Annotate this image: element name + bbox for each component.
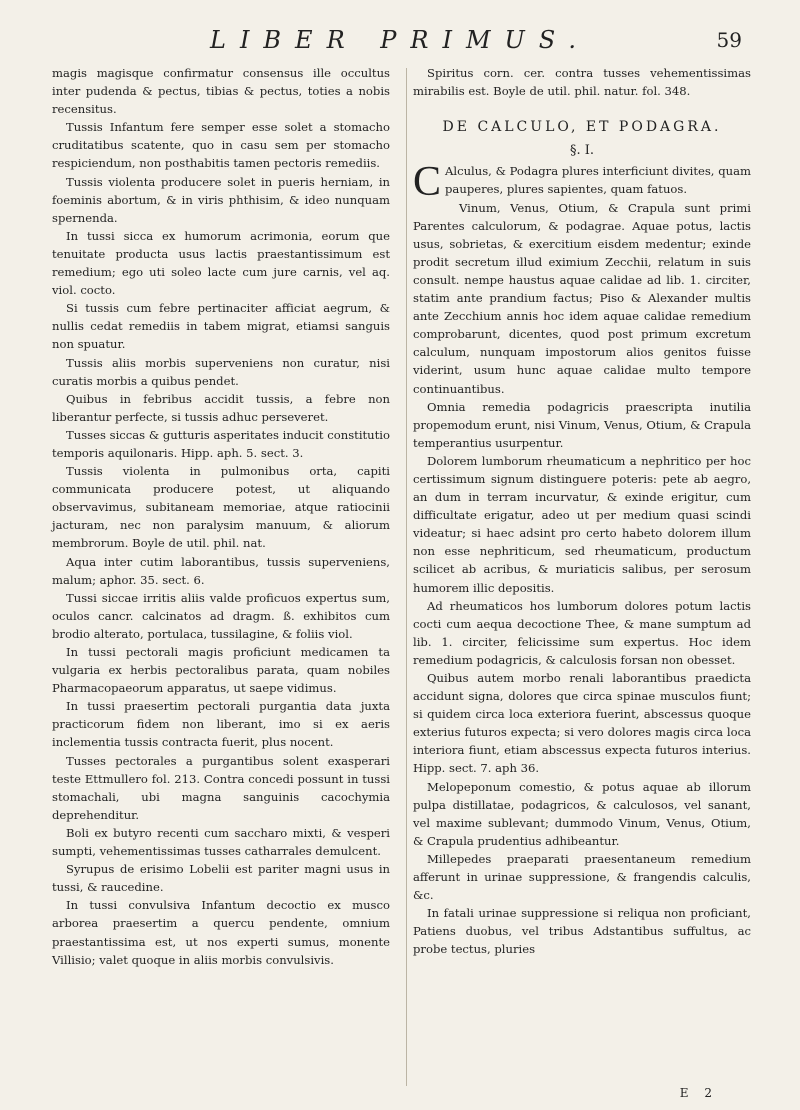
paragraph: Quibus autem morbo renali laborantibus praedicta accidunt signa, dolores que circa spinae musculos fiunt; si quidem circa loca exteriora fuerint, abscessus quoque exterius futuros expecta; si vero dolores magis circa loca interiora fiunt, etiam abscessus expecta futuros interius. Hipp. sect. 7. aph 36.: [413, 671, 751, 776]
paragraph: Omnia remedia podagricis praescripta inutilia propemodum erunt, nisi Vinum, Venus, Otium, & Crapula temperantius usurpentur.: [413, 399, 751, 450]
paragraph: Si tussis cum febre pertinaciter afficiat aegrum, & nullis cedat remediis in tabem migrat, etiamsi sanguis non spuatur.: [52, 301, 390, 352]
paragraph: Vinum, Venus, Otium, & Crapula sunt primi Parentes calculorum, & podagrae. Aquae potus, lactis usus, sobrietas, & exercitium eisdem medentur; exinde prodit secretum illud eximium Zecchii, relatum in suis consult. nempe haustus aquae calidae ad lib. 1. circiter, statim ante prandium factus; Piso & Alexander multis ante Zecchium annis hoc idem aquae calidae remedium comprobarunt, dicentes, quod post primum excretum calculum, nunquam impostorum alios genitos fuisse viderint, usum hunc aquae calidae multo tempore continuantibus.: [413, 200, 751, 396]
column-divider: [406, 68, 407, 1086]
paragraph: Tussi siccae irritis aliis valde proficuos expertus sum, oculos cancr. calcinatos ad dragm. ß. exhibitos cum brodio alterato, portulaca, tussilagine, & foliis viol.: [52, 590, 390, 641]
section-number: §. I.: [569, 143, 595, 159]
paragraph: Tusses siccas & gutturis asperitates inducit constitutio temporis aquilonaris. Hipp. aph. 5. sect. 3.: [52, 427, 390, 460]
paragraph: Tussis aliis morbis superveniens non curatur, nisi curatis morbis a quibus pendet.: [52, 355, 390, 388]
paragraph: [413, 159, 751, 206]
signature-mark: E 2: [679, 1086, 718, 1100]
paragraph: In tussi praesertim pectorali purgantia data juxta practicorum fidem non liberant, imo si ex aeris inclementia tussis contracta fuerit, plus nocent.: [52, 699, 390, 750]
paragraph: In tussi pectorali magis proficiunt medicamen ta vulgaria ex herbis pectoralibus parata, quam nobiles Pharmacopaeorum apparatus, ut saepe vidimus.: [52, 645, 390, 696]
paragraph: Millepedes praeparati praesentaneum remedium afferunt in urinae suppressione, & frangendis calculis, &c.: [413, 851, 751, 903]
drop-cap: C: [413, 159, 442, 206]
running-head: [0, 22, 800, 58]
paragraph: magis magisque confirmatur consensus ille occultus inter pudenda & pectus, tibias & pectus, toties a nobis recensitus.: [52, 66, 390, 117]
paragraph: Tussis violenta in pulmonibus orta, capiti communicata producere potest, ut aliquando observavimus, subitaneam memoriae, atque ratiocinii jacturam, nec non paralysim manuum, & aliorum membrorum. Boyle de util. phil. nat.: [52, 464, 390, 551]
right-column: [413, 64, 751, 959]
paragraph: Ad rheumaticos hos lumborum dolores potum lactis cocti cum aequa decoctione Thee, & mane sumptum ad lib. 1. circiter, felicissime sum expertus. Hoc idem remedium podagricis, & calculosis forsan non obesset.: [413, 598, 751, 667]
paragraph: In tussi convulsiva Infantum decoctio ex musco arborea praesertim a quercu pendente, omnium praestantissima est, ut nos experti sumus, monente Villisio; valet quoque in aliis morbis convulsivis.: [52, 898, 390, 967]
page-number: 59: [716, 28, 742, 52]
paragraph: Melopeponum comestio, & potus aquae ab illorum pulpa distillatae, podagricos, & calculosos, vel sanant, vel maxime sublevant; dummodo Vinum, Venus, Otium, & Crapula prudentius adhibeantur.: [413, 779, 751, 848]
section-title: DE CALCULO, ET PODAGRA.: [442, 119, 722, 136]
paragraph: Tussis violenta producere solet in pueris herniam, in foeminis abortum, & in viris phthisim, & ideo nunquam spernenda.: [52, 174, 390, 225]
paragraph: Spiritus corn. cer. contra tusses vehementissimas mirabilis est. Boyle de util. phil. natur. fol. 348.: [413, 66, 751, 99]
paragraph: Aqua inter cutim laborantibus, tussis superveniens, malum; aphor. 35. sect. 6.: [52, 554, 390, 587]
paragraph: Tusses pectorales a purgantibus solent exasperari teste Ettmullero fol. 213. Contra concedi possunt in tussi stomachali, ubi magna sanguinis cacochymia deprehenditur.: [52, 753, 390, 822]
paragraph: Tussis Infantum fere semper esse solet a stomacho cruditatibus scatente, quo in casu sem per stomacho respiciendum, non posthabitis tamen pectoris remediis.: [52, 120, 390, 171]
paragraph: Boli ex butyro recenti cum saccharo mixti, & vesperi sumpti, vehementissimas tusses catharrales demulcent.: [52, 825, 390, 859]
paragraph-text: Alculus, & Podagra plures interficiunt divites, quam pauperes, plures sapientes, quam fatuos.: [445, 164, 751, 197]
paragraph: Quibus in febribus accidit tussis, a febre non liberantur perfecte, si tussis adhuc perseveret.: [52, 391, 390, 424]
paragraph: In fatali urinae suppressione si reliqua non proficiant, Patiens duobus, vel tribus Adstantibus suffultus, ac probe tectus, pluries: [413, 906, 751, 957]
paragraph: Syrupus de erisimo Lobelii est pariter magni usus in tussi, & raucedine.: [52, 862, 390, 895]
paragraph: In tussi sicca ex humorum acrimonia, eorum que tenuitate producta usus lactis praestantissimum est remedium; ego uti soleo lacte cum jure carnis, vel aq. viol. cocto.: [52, 228, 390, 298]
left-column: [52, 64, 390, 969]
paragraph: Dolorem lumborum rheumaticum a nephritico per hoc certissimum signum distinguere poteris: pete ab aegro, an dum in terram incurvatur, & exinde erigitur, cum difficultate erigatur, adeo ut per medium quasi scindi videatur; si haec adsint pro certo habeto dolorem illum non esse nephriticum, sed rheumaticum, productum scilicet ab acribus, & muriaticis salibus, per serosum humorem illic depositis.: [413, 453, 751, 595]
running-title: LIBER PRIMUS.: [210, 26, 590, 54]
